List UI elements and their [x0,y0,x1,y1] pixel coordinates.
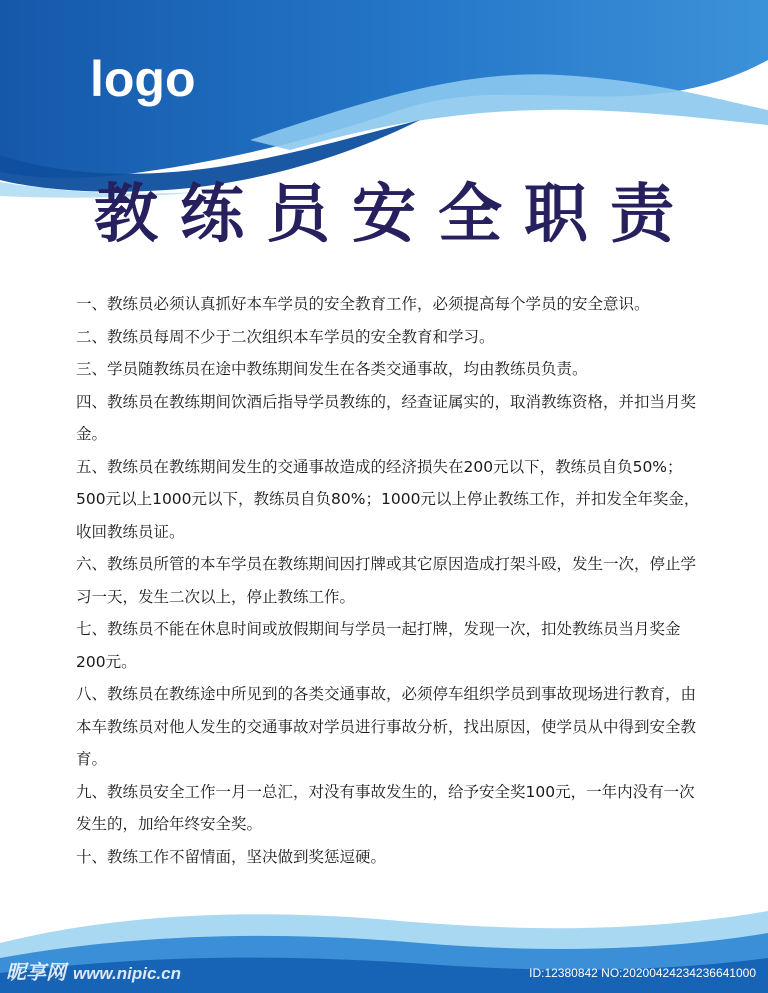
rule-item: 七、教练员不能在休息时间或放假期间与学员一起打牌，发现一次，扣处教练员当月奖金200元。 [76,620,681,671]
watermark-brand: 昵享网 [6,960,66,984]
watermark-url: www.nipic.cn [72,964,181,983]
rule-item: 一、教练员必须认真抓好本车学员的安全教育工作，必须提高每个学员的安全意识。 [76,295,650,313]
rule-item: 二、教练员每周不少于二次组织本车学员的安全教育和学习。 [76,327,495,346]
logo: logo [90,51,196,107]
rules-list [76,288,704,873]
page-title: 教练员安全职责 [94,178,696,252]
watermark [6,956,181,985]
rule-item: 九、教练员安全工作一月一总汇，对没有事故发生的，给予安全奖100元，一年内没有一次发生的，加给年终安全奖。 [76,782,695,833]
rule-item: 六、教练员所管的本车学员在教练期间因打牌或其它原因造成打架斗殴，发生一次，停止学习一天，发生二次以上，停止教练工作。 [76,555,697,606]
rule-item: 四、教练员在教练期间饮酒后指导学员教练的，经查证属实的，取消教练资格，并扣当月奖金。 [76,392,697,443]
rule-item: 五、教练员在教练期间发生的交通事故造成的经济损失在200元以下，教练员自负50%；500元以上1000元以下，教练员自负80%；1000元以上停止教练工作，并扣发全年奖金，收回教练员证。 [76,457,700,541]
rule-item: 三、学员随教练员在途中教练期间发生在各类交通事故，均由教练员负责。 [76,360,588,378]
rule-item: 十、教练工作不留情面，坚决做到奖惩逗硬。 [76,847,387,866]
image-id-label: ID:12380842 NO:20200424234236641000 [529,966,756,980]
rule-item: 八、教练员在教练途中所见到的各类交通事故，必须停车组织学员到事故现场进行教育，由本车教练员对他人发生的交通事故对学员进行事故分析，找出原因，使学员从中得到安全教育。 [76,685,697,768]
